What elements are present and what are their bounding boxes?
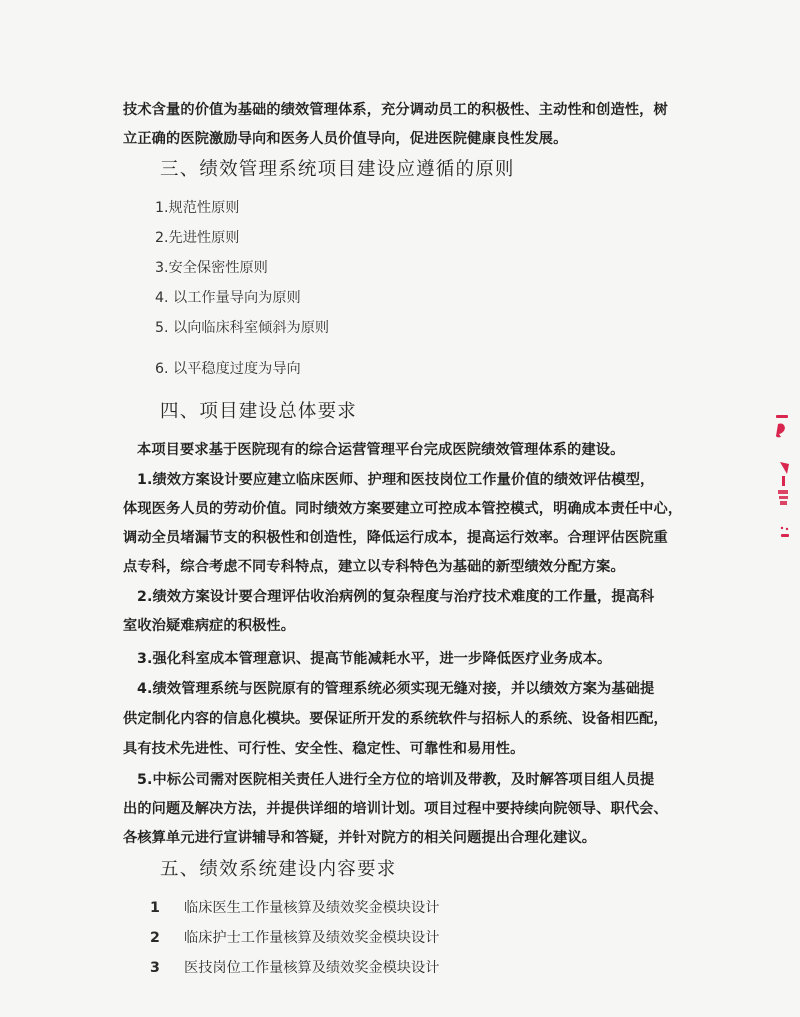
section-5-heading: 五、绩效系统建设内容要求	[160, 859, 397, 880]
intro-line-1: 技术含量的价值为基础的绩效管理体系，充分调动员工的积极性、主动性和创造性，树	[123, 102, 668, 118]
principle-item-3: 3.安全保密性原则	[155, 260, 268, 276]
req-1-line-4: 点专科，综合考虑不同专科特点，建立以专科特色为基础的新型绩效分配方案。	[123, 559, 625, 575]
intro-line-2: 立正确的医院激励导向和医务人员价值导向，促进医院健康良性发展。	[123, 131, 568, 147]
req-4-line-3: 具有技术先进性、可行性、安全性、稳定性、可靠性和易用性。	[123, 741, 525, 757]
req-5-line-1: 5.中标公司需对医院相关责任人进行全方位的培训及带教，及时解答项目组人员提	[137, 772, 655, 788]
content-item-2-text: 临床护士工作量核算及绩效奖金模块设计	[184, 930, 440, 946]
req-1-line-1: 1.绩效方案设计要应建立临床医师、护理和医技岗位工作量价值的绩效评估模型，	[137, 472, 655, 488]
req-4-line-1: 4.绩效管理系统与医院原有的管理系统必须实现无缝对接，并以绩效方案为基础提	[137, 681, 655, 697]
principle-item-4: 4. 以工作量导向为原则	[155, 290, 301, 306]
req-5-line-2: 出的问题及解决方法，并提供详细的培训计划。项目过程中要持续向院领导、职代会、	[123, 801, 668, 817]
principle-item-5: 5. 以向临床科室倾斜为原则	[155, 320, 330, 336]
principle-item-6: 6. 以平稳度过度为导向	[155, 361, 301, 377]
content-item-3	[150, 959, 439, 977]
req-1-line-3: 调动全员堵漏节支的积极性和创造性，降低运行成本，提高运行效率。合理评估医院重	[123, 530, 668, 546]
req-2-line-2: 室收治疑难病症的积极性。	[123, 618, 296, 634]
content-item-1-text: 临床医生工作量核算及绩效奖金模块设计	[184, 900, 440, 916]
section-4-heading: 四、项目建设总体要求	[160, 401, 358, 422]
principle-item-1: 1.规范性原则	[155, 200, 240, 216]
content-item-3-text: 医技岗位工作量核算及绩效奖金模块设计	[184, 960, 440, 976]
content-item-2-number: 2	[150, 930, 160, 946]
req-5-line-3: 各核算单元进行宣讲辅导和答疑，并针对院方的相关问题提出合理化建议。	[123, 830, 597, 846]
section-4-intro: 本项目要求基于医院现有的综合运营管理平台完成医院绩效管理体系的建设。	[137, 442, 625, 458]
section-3-heading: 三、绩效管理系统项目建设应遵循的原则	[160, 159, 515, 180]
seal-stamp-icon	[768, 400, 794, 550]
content-item-1-number: 1	[150, 900, 160, 916]
content-item-1	[150, 899, 439, 917]
req-4-line-2: 供定制化内容的信息化模块。要保证所开发的系统软件与招标人的系统、设备相匹配，	[123, 711, 668, 727]
content-item-3-number: 3	[150, 960, 160, 976]
req-2-line-1: 2.绩效方案设计要合理评估收治病例的复杂程度与治疗技术难度的工作量，提高科	[137, 589, 655, 605]
principle-item-2: 2.先进性原则	[155, 230, 240, 246]
content-item-2	[150, 929, 439, 947]
req-1-line-2: 体现医务人员的劳动价值。同时绩效方案要建立可控成本管控模式，明确成本责任中心，	[123, 501, 683, 517]
req-3-line-1: 3.强化科室成本管理意识、提高节能减耗水平，进一步降低医疗业务成本。	[137, 651, 612, 667]
